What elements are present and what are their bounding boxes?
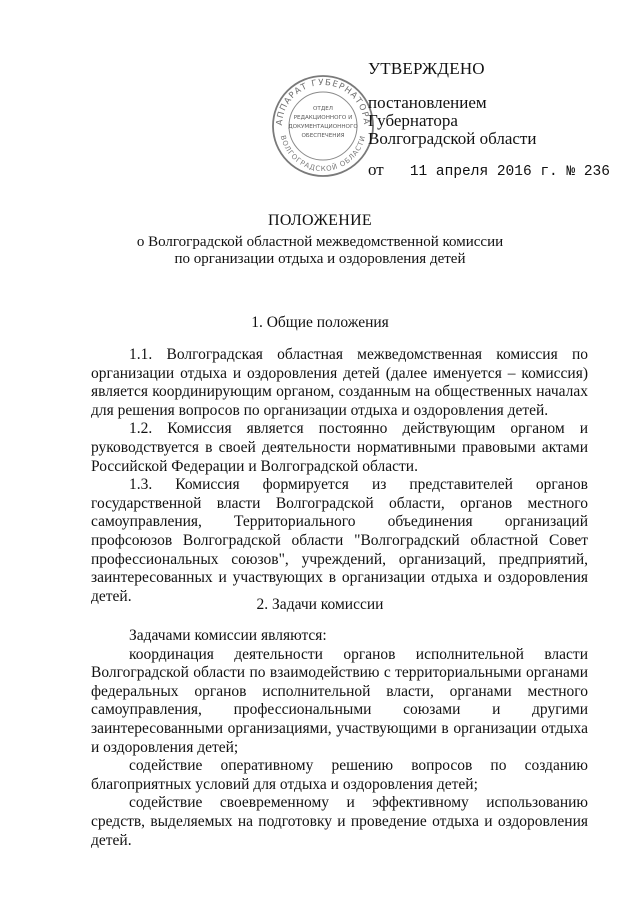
paragraph-1-1: 1.1. Волгоградская областная межведомственная комиссия по организации отдыха и оздоровления детей (далее именуется – комиссия) является координирующим органом, созданным на общественных началах для решения вопросов по организации отдыха и оздоровления детей. bbox=[91, 346, 588, 419]
approval-line-3: Волгоградской области bbox=[368, 129, 537, 148]
task-item-3: содействие своевременному и эффективному использованию средств, выделяемых на подготовку и проведение отдыха и оздоровления детей. bbox=[91, 794, 588, 849]
stamp-inner-line-3: ДОКУМЕНТАЦИОННОГО bbox=[288, 124, 358, 130]
approval-date bbox=[368, 161, 608, 181]
official-stamp bbox=[268, 68, 378, 178]
document-subtitle-line-2: по организации отдыха и оздоровления детей bbox=[174, 251, 466, 267]
stamp-inner-line-4: ОБЕСПЕЧЕНИЯ bbox=[301, 133, 345, 139]
section-1-heading: 1. Общие положения bbox=[251, 314, 389, 331]
task-item-2: содействие оперативному решению вопросов по созданию благоприятных условий для отдыха и оздоровления детей; bbox=[91, 757, 588, 793]
stamp-ring-top: АППАРАТ ГУБЕРНАТОРА bbox=[274, 77, 372, 126]
approval-title: УТВЕРЖДЕНО bbox=[368, 59, 485, 78]
approval-block bbox=[368, 60, 608, 181]
document-subtitle bbox=[0, 234, 640, 268]
task-item-1: координация деятельности органов исполнительной власти Волгоградской области по взаимодействию с территориальными органами федеральных органов исполнительной власти, органами местного самоуправления, профессиональными союзами и другими заинтересованными организациями, участвующими в организации отдыха и оздоровления детей; bbox=[91, 645, 588, 756]
section-2-body bbox=[91, 627, 588, 850]
stamp-inner-line-2: РЕДАКЦИОННОГО И bbox=[293, 115, 353, 121]
section-1-body bbox=[91, 346, 588, 606]
approval-line-2: Губернатора bbox=[368, 111, 458, 130]
document-subtitle-line-1: о Волгоградской областной межведомственной комиссии bbox=[136, 234, 504, 250]
approval-line-1: постановлением bbox=[368, 93, 487, 112]
stamp-ring-bottom: ВОЛГОГРАДСКОЙ ОБЛАСТИ bbox=[278, 134, 368, 174]
document-title: ПОЛОЖЕНИЕ bbox=[267, 212, 372, 229]
section-2-lead: Задачами комиссии являются: bbox=[129, 627, 327, 644]
approval-date-prefix: от bbox=[368, 160, 384, 179]
approval-date-value: 11 апреля 2016 г. № 236 bbox=[409, 164, 610, 180]
stamp-inner-line-1: ОТДЕЛ bbox=[313, 106, 333, 112]
paragraph-1-2: 1.2. Комиссия является постоянно действующим органом и руководствуется в своей деятельности нормативными правовыми актами Российской Федерации и Волгоградской области. bbox=[91, 420, 588, 475]
paragraph-1-3: 1.3. Комиссия формируется из представителей органов государственной власти Волгоградской области, органов местного самоуправления, Территориального объединения организаций профсоюзов Волгоградской области "Волгоградский областной Совет профессиональных союзов", учреждений, организаций, предприятий, заинтересованных и участвующих в организации отдыха и оздоровления детей. bbox=[91, 476, 588, 605]
section-2-heading: 2. Задачи комиссии bbox=[256, 596, 384, 613]
